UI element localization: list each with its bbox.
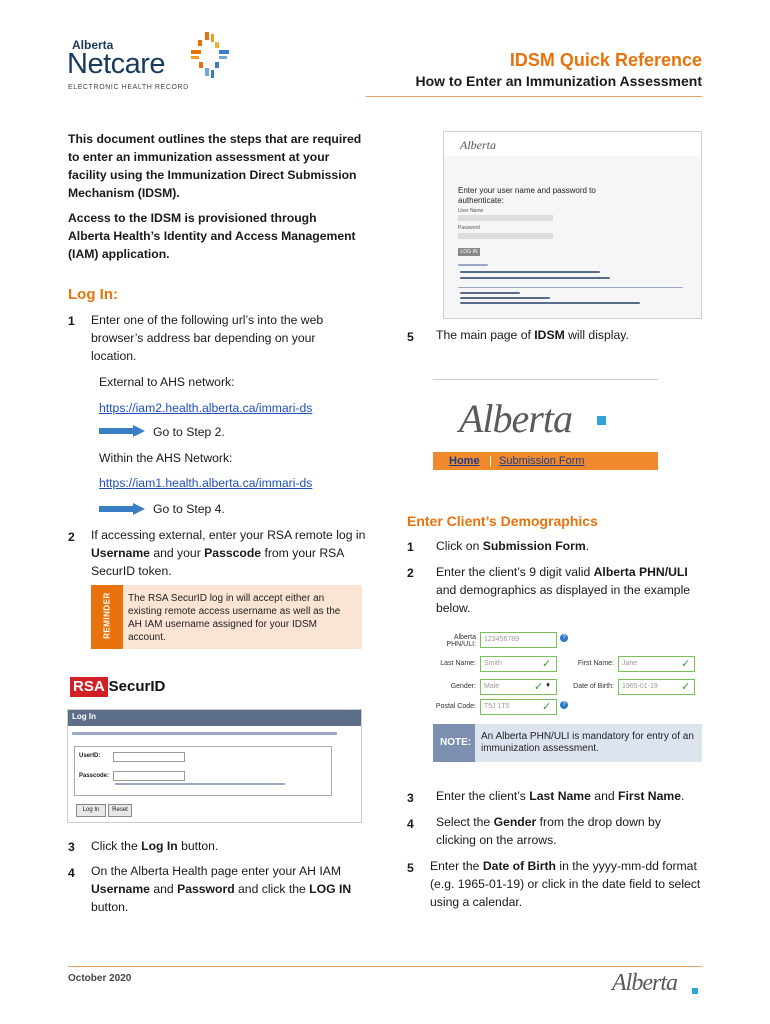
goto-step-2: Go to Step 2. [153, 425, 225, 439]
demo-step-3-text [436, 787, 684, 805]
rsa-reset-button[interactable]: Reset [108, 804, 132, 817]
page-title: IDSM Quick Reference [509, 50, 702, 70]
passcode-label: Passcode: [79, 773, 110, 779]
rsa-form-box [74, 746, 332, 796]
demo-step-1-submission: Submission Form [482, 539, 586, 553]
check-icon: ✓ [681, 681, 691, 693]
demographics-form-screenshot [428, 628, 703, 716]
step-4-part: and [149, 882, 178, 896]
first-name-input[interactable]: Jane [618, 656, 695, 672]
alberta-login-prompt: Enter your user name and password to authenticate: [458, 186, 596, 205]
userid-input[interactable] [113, 752, 185, 762]
step-2-part: and your [149, 546, 205, 560]
demo-step-3-part: Enter the client’s [436, 789, 530, 803]
rsa-panel-title: Log In [72, 712, 96, 721]
check-icon: ✓ [681, 658, 691, 670]
demo-step-5-part: in the yyyy-mm-dd format (e.g. 1965-01-19) or click in the date field to select using a calendar. [430, 859, 701, 909]
arrow-right-icon [99, 425, 145, 437]
check-icon: ✓ [542, 701, 552, 713]
step-3-part: Click the [91, 839, 142, 853]
step-number: 1 [407, 540, 414, 554]
step-number: 1 [68, 314, 75, 328]
demo-step-1-text [436, 537, 589, 555]
step-4-password: Password [177, 882, 235, 896]
note-tab [433, 724, 475, 762]
step-3-text [91, 837, 218, 855]
demo-step-2-part: Enter the client’s 9 digit valid [436, 565, 594, 579]
demo-step-5-part: Enter the [430, 859, 483, 873]
step-2-part: from your RSA SecurID token. [91, 546, 344, 578]
netcare-plus-icon [185, 32, 233, 80]
footer-alberta-logo: Alberta [612, 970, 677, 996]
header-rule [366, 96, 702, 97]
phn-label: Alberta PHN/ULI: [446, 634, 476, 648]
step-4-part: and click the [234, 882, 310, 896]
note-label: NOTE: [440, 737, 472, 748]
text-placeholder [460, 302, 640, 304]
step-3-login: Log In [141, 839, 178, 853]
demo-step-3-part: and [590, 789, 619, 803]
nav-home-link[interactable]: Home [449, 455, 480, 467]
step-4-part: button. [91, 900, 129, 914]
dob-input[interactable]: 1965-01-19 [618, 679, 695, 695]
nav-separator: | [489, 455, 492, 467]
demo-step-2-phn: Alberta PHN/ULI [593, 565, 688, 579]
phn-input[interactable]: 123456789 [480, 632, 557, 648]
demo-step-4-part: from the drop down by clicking on the arrows. [436, 815, 661, 847]
text-placeholder [460, 297, 550, 299]
idsm-alberta-logo: Alberta [459, 396, 572, 441]
rsa-login-screenshot [67, 709, 362, 823]
idsm-main-screenshot [433, 379, 658, 471]
step-2-part: If accessing external, enter your RSA remote log in [91, 528, 366, 542]
rsa-panel-header [68, 710, 361, 726]
within-label: Within the AHS Network: [99, 451, 233, 465]
step-2-username: Username [91, 546, 150, 560]
step-5-part: will display. [564, 328, 629, 342]
footer-rule [68, 966, 702, 967]
demo-step-1-part: Click on [436, 539, 483, 553]
passcode-hint-placeholder [115, 783, 285, 785]
alberta-login-header [444, 132, 701, 156]
demo-step-3-part: . [681, 789, 685, 803]
note-text: An Alberta PHN/ULI is mandatory for entry of an immunization assessment. [481, 731, 694, 754]
step-1-text: Enter one of the following url’s into the web browser’s address bar depending on your location. [91, 313, 324, 363]
demo-step-3-lastname: Last Name [529, 789, 591, 803]
netcare-logo [67, 38, 237, 98]
intro-paragraph-2: Access to the IDSM is provisioned through Alberta Health’s Identity and Access Management (IAM) application. [68, 211, 356, 261]
gender-select[interactable]: Male [480, 679, 557, 695]
step-number: 4 [407, 817, 414, 831]
intro-paragraph-1: This document outlines the steps that are required to enter an immunization assessment at your facility using the Immunization Direct Submission Mechanism (IDSM). [68, 132, 362, 200]
step-4-text [91, 862, 371, 916]
dropdown-arrows-icon: ♦ [546, 680, 551, 689]
demo-step-4-part: Select the [436, 815, 494, 829]
goto-step-4: Go to Step 4. [153, 502, 225, 516]
last-name-label: Last Name: [440, 660, 476, 667]
alberta-logo-square-icon [597, 416, 606, 425]
demo-step-5-text [430, 857, 705, 911]
step-number: 5 [407, 861, 414, 875]
note-box [433, 724, 702, 762]
login-heading: Log In: [68, 286, 118, 303]
demo-step-4-text [436, 813, 686, 849]
help-icon: ? [560, 634, 568, 642]
reminder-label: REMINDER [102, 592, 112, 639]
demo-step-2-part: and demographics as displayed in the example below. [436, 583, 691, 615]
reminder-text: The RSA SecurID log in will accept either an existing remote access username as well as the AH IAM username assigned for your IDSM account. [128, 593, 341, 643]
step-5-main-text [436, 326, 629, 344]
step-3-part: button. [177, 839, 219, 853]
rsa-logo-mark: RSA [70, 677, 108, 697]
demo-step-1-part: . [585, 539, 590, 553]
external-label: External to AHS network: [99, 375, 235, 389]
alberta-logo-square-icon [692, 988, 698, 994]
alberta-username-input[interactable] [458, 215, 553, 221]
securid-logo-text: SecurID [108, 678, 166, 695]
alberta-username-label: User Name [458, 208, 484, 214]
check-icon: ✓ [534, 681, 544, 693]
step-5-part: The main page of [436, 328, 535, 342]
last-name-input[interactable]: Smith [480, 656, 557, 672]
idsm-top-rule [433, 379, 658, 380]
userid-label: UserID: [79, 753, 101, 759]
text-placeholder [460, 277, 610, 279]
alberta-login-logo: Alberta [460, 138, 496, 152]
step-number: 5 [407, 330, 414, 344]
step-number: 2 [407, 566, 414, 580]
text-placeholder [460, 292, 520, 294]
passcode-input[interactable] [113, 771, 185, 781]
alberta-password-input[interactable] [458, 233, 553, 239]
text-placeholder [458, 287, 683, 288]
step-4-part: On the Alberta Health page enter your AH IAM [91, 864, 341, 878]
alberta-login-button[interactable]: LOG IN [458, 248, 480, 256]
help-icon: ? [560, 701, 568, 709]
instruction-text-placeholder [72, 732, 337, 735]
check-icon: ✓ [542, 658, 552, 670]
step-2-text [91, 526, 366, 580]
text-placeholder [458, 264, 488, 266]
step-4-login-in: LOG IN [309, 882, 352, 896]
reminder-box [91, 585, 362, 649]
netcare-brand-text: Netcare [67, 48, 166, 80]
rsa-logo [70, 677, 165, 699]
alberta-password-label: Password [458, 225, 480, 231]
nav-submission-form-link[interactable]: Submission Form [499, 455, 585, 467]
demo-step-3-firstname: First Name [618, 789, 682, 803]
dob-label: Date of Birth: [573, 683, 614, 690]
step-number: 3 [68, 840, 75, 854]
arrow-right-icon [99, 503, 145, 515]
page-subtitle: How to Enter an Immunization Assessment [415, 73, 702, 89]
step-number: 4 [68, 866, 75, 880]
step-2-passcode: Passcode [204, 546, 262, 560]
demo-step-4-gender: Gender [493, 815, 537, 829]
step-4-username: Username [91, 882, 150, 896]
ehr-subtitle: ELECTRONIC HEALTH RECORD [68, 84, 189, 91]
idsm-nav-bar [433, 452, 658, 470]
step-5-idsm: IDSM [534, 328, 565, 342]
step-number: 2 [68, 530, 75, 544]
rsa-login-button[interactable]: Log In [76, 804, 106, 817]
within-url-link[interactable]: https://iam1.health.alberta.ca/immari-ds [99, 476, 313, 490]
step-number: 3 [407, 791, 414, 805]
alberta-login-screenshot [443, 131, 702, 319]
gender-label: Gender: [450, 683, 476, 690]
footer-date: October 2020 [68, 973, 132, 984]
postal-code-label: Postal Code: [435, 703, 476, 710]
postal-code-input[interactable]: T5J 1T5 [480, 699, 557, 715]
demo-step-5-dob: Date of Birth [482, 859, 556, 873]
demographics-heading: Enter Client’s Demographics [407, 513, 598, 529]
alberta-brand-text: Alberta [72, 38, 114, 52]
external-url-link[interactable]: https://iam2.health.alberta.ca/immari-ds [99, 401, 313, 415]
text-placeholder [460, 271, 600, 273]
demo-step-2-text [436, 563, 706, 617]
first-name-label: First Name: [577, 660, 614, 667]
